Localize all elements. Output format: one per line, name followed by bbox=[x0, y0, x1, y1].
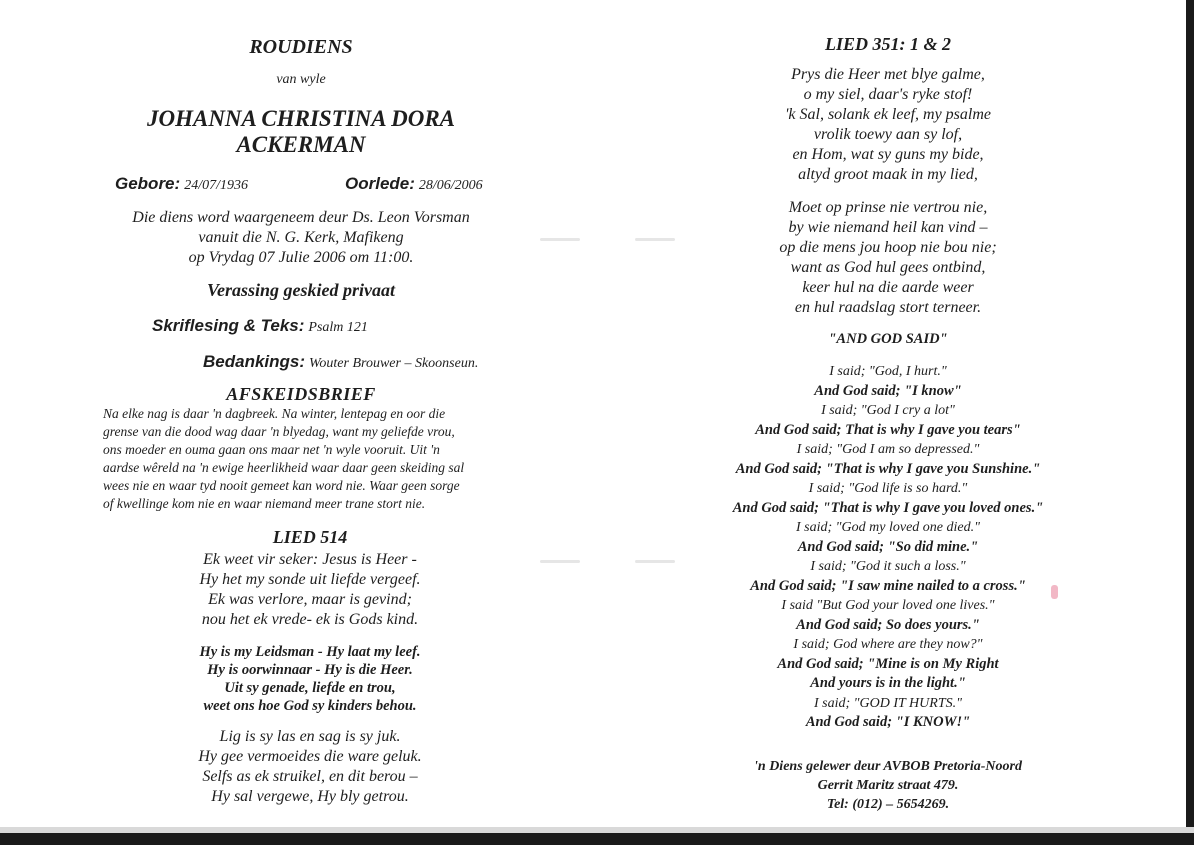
hymn-line: op die mens jou hoop nie bou nie; bbox=[779, 239, 997, 256]
hymn-line: vrolik toewy aan sy lof, bbox=[813, 126, 963, 143]
hymn-line: Ek weet vir seker: Jesus is Heer - bbox=[203, 551, 417, 568]
farewell-line: ons moeder en ouma gaan ons maar net 'n wyle vooruit. Uit 'n bbox=[103, 442, 440, 457]
hymn-line: Hy is my Leidsman - Hy laat my leef. bbox=[199, 644, 421, 660]
hymn-line: Hy het my sonde uit liefde vergeef. bbox=[199, 571, 421, 588]
poem-line: I said; "God my loved one died." bbox=[796, 520, 980, 535]
born-date: 24/07/1936 bbox=[184, 178, 248, 193]
document-title: ROUDIENS bbox=[249, 36, 353, 58]
born-label: Gebore: bbox=[115, 174, 181, 193]
hymn-line: keer hul na die aarde weer bbox=[802, 279, 974, 296]
poem-line: I said; God where are they now?" bbox=[793, 637, 983, 652]
thanks-value: Wouter Brouwer – Skoonseun. bbox=[309, 356, 479, 371]
died-date: 28/06/2006 bbox=[418, 178, 483, 193]
deceased-name-line1: JOHANNA CHRISTINA DORA bbox=[146, 106, 456, 131]
hymn-line: Hy sal vergewe, Hy bly getrou. bbox=[211, 788, 409, 805]
reading-value: Psalm 121 bbox=[308, 320, 368, 335]
farewell-line: of kwellinge kom nie en waar niemand meer trane stort nie. bbox=[103, 496, 426, 511]
farewell-line: wees nie en waar tyd nooit gemeet kan word nie. Waar geen sorge bbox=[103, 478, 460, 493]
poem-line: And God said; "So did mine." bbox=[797, 538, 979, 555]
poem-line: I said; "God I am so depressed." bbox=[796, 442, 980, 457]
hymn-line: by wie niemand heil kan vind – bbox=[788, 219, 988, 236]
birth-info bbox=[115, 174, 248, 194]
poem-line: And God said; So does yours." bbox=[796, 616, 980, 633]
poem-line: And God said; "I know" bbox=[814, 382, 962, 399]
hymn-line: en Hom, wat sy guns my bide, bbox=[792, 146, 984, 163]
service-line: op Vrydag 07 Julie 2006 om 11:00. bbox=[188, 249, 414, 266]
service-line: vanuit die N. G. Kerk, Mafikeng bbox=[198, 229, 404, 246]
hymn-line: nou het ek vrede- ek is Gods kind. bbox=[201, 611, 419, 628]
hymn-351-title: LIED 351: 1 & 2 bbox=[825, 34, 951, 54]
died-label: Oorlede: bbox=[345, 174, 415, 193]
scripture-reading bbox=[152, 316, 368, 336]
hymn-line: Prys die Heer met blye galme, bbox=[791, 66, 985, 83]
farewell-line: Na elke nag is daar 'n dagbreek. Na winter, lentepag en oor die bbox=[103, 406, 446, 421]
farewell-line: grense van die dood wag daar 'n blyedag, want my geliefde vrou, bbox=[103, 424, 455, 439]
hymn-line: Moet op prinse nie vertrou nie, bbox=[788, 199, 988, 216]
poem-line: And God said; That is why I gave you tears" bbox=[755, 421, 1021, 438]
reading-label: Skriflesing & Teks: bbox=[152, 316, 305, 335]
death-info bbox=[345, 174, 483, 194]
hymn-line: Lig is sy las en sag is sy juk. bbox=[219, 728, 401, 745]
hymn-line: Selfs as ek struikel, en dit berou – bbox=[202, 768, 418, 785]
poem-line: And yours is in the light." bbox=[810, 675, 966, 691]
hymn-line: weet ons hoe God sy kinders behou. bbox=[203, 698, 417, 714]
hymn-line: altyd groot maak in my lied, bbox=[798, 166, 978, 183]
poem-line: I said; "God I cry a lot" bbox=[821, 403, 955, 418]
hymn-514-title: LIED 514 bbox=[272, 527, 348, 547]
footer-line: Tel: (012) – 5654269. bbox=[826, 797, 950, 812]
poem-line: And God said; "That is why I gave you Sunshine." bbox=[735, 460, 1041, 477]
hymn-line: o my siel, daar's ryke stof! bbox=[803, 86, 973, 103]
poem-line: I said; "God it such a loss." bbox=[810, 559, 966, 574]
service-line: Die diens word waargeneem deur Ds. Leon Vorsman bbox=[132, 209, 470, 226]
poem-line: And God said; "I KNOW!" bbox=[805, 714, 971, 730]
hymn-line: en hul raadslag stort terneer. bbox=[794, 299, 982, 316]
scan-border-right bbox=[1186, 0, 1194, 845]
poem-title: "AND GOD SAID" bbox=[828, 331, 948, 347]
poem-line: I said; "God, I hurt." bbox=[829, 364, 947, 379]
deceased-name-line2: ACKERMAN bbox=[236, 132, 366, 157]
poem-line: I said; "God life is so hard." bbox=[808, 481, 968, 496]
hymn-line: 'k Sal, solank ek leef, my psalme bbox=[784, 106, 992, 123]
hymn-line: want as God hul gees ontbind, bbox=[790, 259, 986, 276]
poem-line: I said "But God your loved one lives." bbox=[781, 598, 995, 613]
hymn-line: Uit sy genade, liefde en trou, bbox=[224, 680, 396, 696]
footer-line: 'n Diens gelewer deur AVBOB Pretoria-Noord bbox=[754, 759, 1022, 774]
footer-line: Gerrit Maritz straat 479. bbox=[817, 778, 959, 793]
cremation-note: Verassing geskied privaat bbox=[206, 280, 395, 300]
hymn-line: Hy gee vermoeides die ware geluk. bbox=[198, 748, 422, 765]
acknowledgements bbox=[203, 352, 478, 372]
poem-line: And God said; "That is why I gave you loved ones." bbox=[732, 499, 1044, 516]
poem-line: And God said; "I saw mine nailed to a cross." bbox=[750, 577, 1026, 594]
scan-border-bottom bbox=[0, 833, 1194, 845]
farewell-line: aardse wêreld na 'n ewige heerlikheid waar daar geen skeiding sal bbox=[103, 460, 465, 475]
van-wyle-text: van wyle bbox=[276, 72, 326, 87]
farewell-title: AFSKEIDSBRIEF bbox=[226, 384, 376, 404]
hymn-line: Hy is oorwinnaar - Hy is die Heer. bbox=[207, 662, 413, 678]
poem-line: I said; "GOD IT HURTS." bbox=[813, 695, 962, 711]
hymn-line: Ek was verlore, maar is gevind; bbox=[208, 591, 412, 608]
poem-line: And God said; "Mine is on My Right bbox=[777, 655, 999, 672]
thanks-label: Bedankings: bbox=[203, 352, 306, 371]
